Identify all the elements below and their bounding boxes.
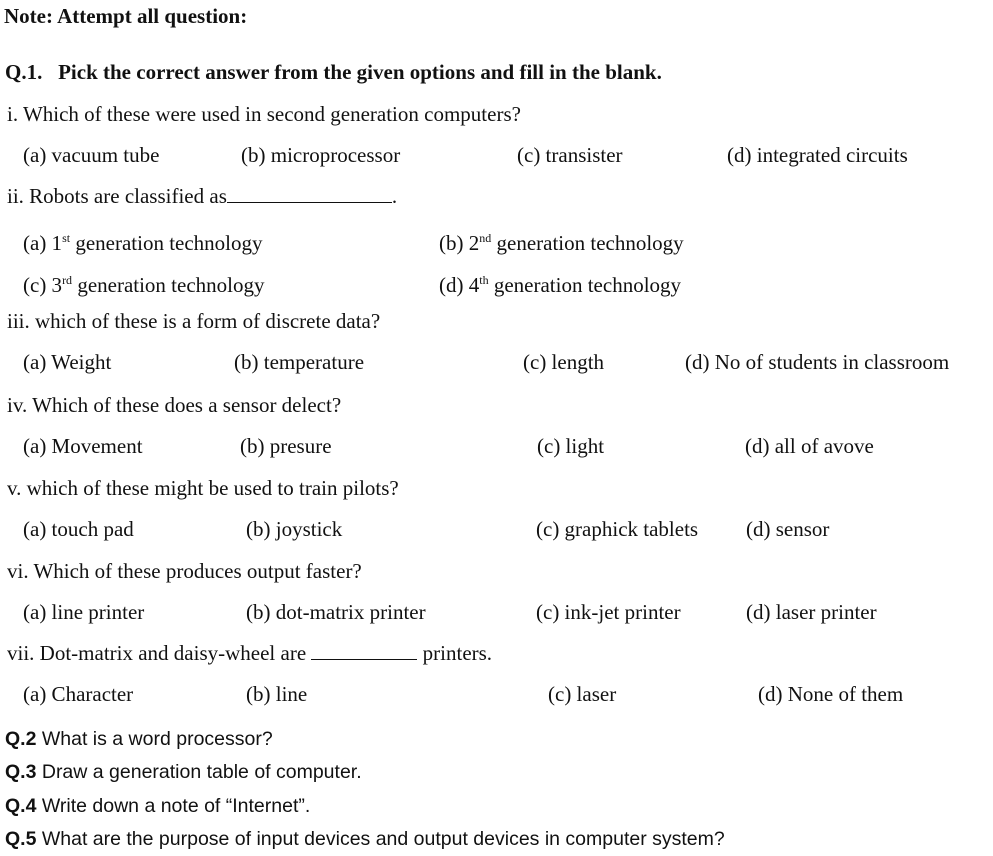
q6-option-c: (c) ink-jet printer <box>536 600 681 624</box>
question-2 <box>7 184 397 208</box>
q2-option-d: (d) 4th generation technology <box>439 273 682 297</box>
q5-text: What are the purpose of input devices and output devices in computer system? <box>36 828 725 850</box>
q5-option-a: (a) touch pad <box>23 517 134 541</box>
q4-option-b: (b) presure <box>240 434 332 458</box>
question-7 <box>7 641 492 665</box>
q4-option-a: (a) Movement <box>23 434 143 458</box>
question-6: vi. Which of these produces output faster? <box>7 559 362 583</box>
q6-option-a: (a) line printer <box>23 600 145 624</box>
q4-label: Q.4 <box>5 795 37 817</box>
short-question-5 <box>5 827 725 851</box>
q1-instruction: Pick the correct answer from the given options and fill in the blank. <box>58 60 662 84</box>
short-question-2 <box>5 727 273 751</box>
q7-option-c: (c) laser <box>548 682 617 706</box>
question-5: v. which of these might be used to train pilots? <box>7 476 399 500</box>
question-1: i. Which of these were used in second generation computers? <box>7 102 521 126</box>
q1-label: Q.1. <box>5 60 43 84</box>
q1-option-d: (d) integrated circuits <box>727 143 908 167</box>
q2-option-a: (a) 1st generation technology <box>23 231 263 255</box>
q6-option-d: (d) laser printer <box>746 600 877 624</box>
q1-heading <box>5 60 662 84</box>
q5-label: Q.5 <box>5 828 37 850</box>
q4-option-c: (c) light <box>537 434 605 458</box>
q3-option-b: (b) temperature <box>234 350 365 374</box>
q3-option-c: (c) length <box>523 350 605 374</box>
q1-option-a: (a) vacuum tube <box>23 143 160 167</box>
answer-blank <box>227 184 392 203</box>
q3-option-a: (a) Weight <box>23 350 112 374</box>
q2-label: Q.2 <box>5 728 37 750</box>
question-7-text: vii. Dot-matrix and daisy-wheel are <box>7 641 307 665</box>
short-question-4 <box>5 794 310 818</box>
q5-option-d: (d) sensor <box>746 517 830 541</box>
question-3: iii. which of these is a form of discrete data? <box>7 309 381 333</box>
q2-text: What is a word processor? <box>36 728 273 750</box>
q7-option-d: (d) None of them <box>758 682 904 706</box>
short-question-3 <box>5 760 362 784</box>
question-2-text: ii. Robots are classified as <box>7 184 227 208</box>
note-heading: Note: Attempt all question: <box>4 4 248 28</box>
q1-option-c: (c) transister <box>517 143 623 167</box>
q3-label: Q.3 <box>5 761 37 783</box>
answer-blank <box>311 641 417 660</box>
q7-option-b: (b) line <box>246 682 308 706</box>
q5-option-b: (b) joystick <box>246 517 343 541</box>
q3-text: Draw a generation table of computer. <box>36 761 362 783</box>
q3-option-d: (d) No of students in classroom <box>685 350 950 374</box>
question-2-end: . <box>391 184 398 208</box>
question-7-end: printers. <box>422 641 493 665</box>
question-4: iv. Which of these does a sensor delect? <box>7 393 342 417</box>
q4-option-d: (d) all of avove <box>745 434 874 458</box>
q5-option-c: (c) graphick tablets <box>536 517 699 541</box>
q6-option-b: (b) dot-matrix printer <box>246 600 426 624</box>
q1-option-b: (b) microprocessor <box>241 143 401 167</box>
q2-option-b: (b) 2nd generation technology <box>439 231 684 255</box>
q2-option-c: (c) 3rd generation technology <box>23 273 265 297</box>
q4-text: Write down a note of “Internet”. <box>36 795 311 817</box>
q7-option-a: (a) Character <box>23 682 134 706</box>
